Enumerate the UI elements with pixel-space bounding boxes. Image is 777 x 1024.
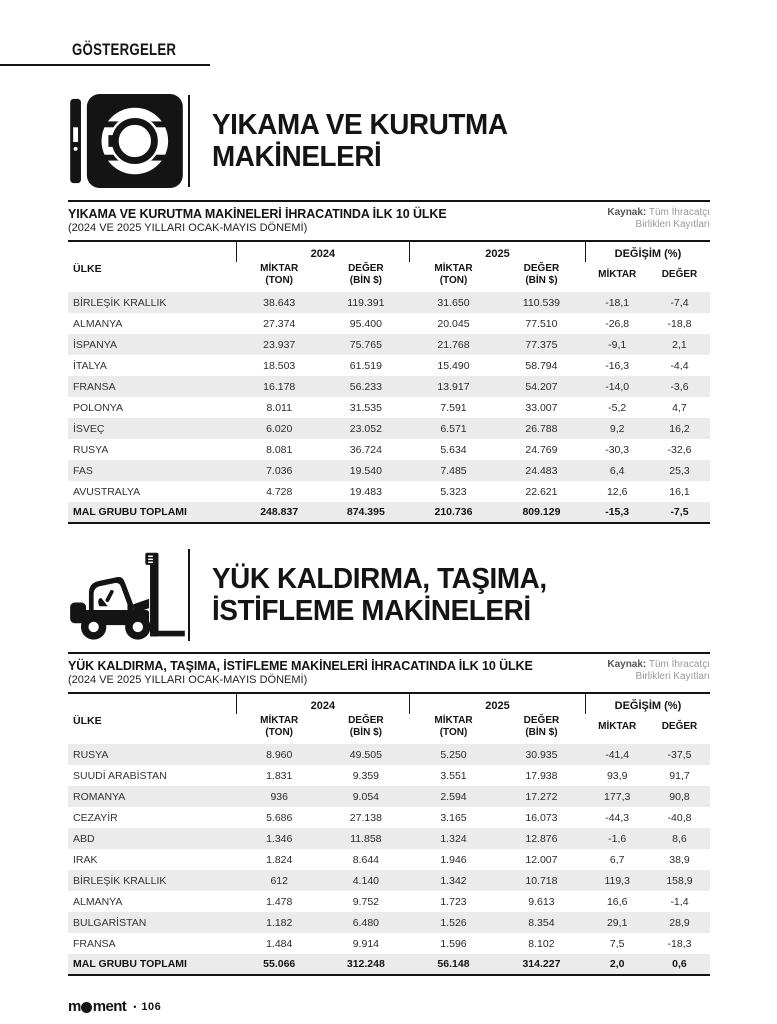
table-row: [68, 870, 710, 891]
value-cell: 8.102: [528, 937, 555, 950]
value-cell: 312.248: [346, 958, 385, 970]
source-label: Kaynak:: [607, 659, 647, 670]
country-cell: İTALYA: [73, 359, 107, 372]
value-cell: 1.182: [266, 916, 293, 929]
value-cell: 13.917: [437, 380, 470, 393]
logo-o-dot-icon: [81, 1002, 92, 1013]
value-cell: 38,9: [669, 853, 690, 866]
washing-machine-icon: [68, 94, 186, 188]
value-cell: 1.946: [440, 853, 467, 866]
table-row: [68, 397, 710, 418]
table-row: [68, 418, 710, 439]
source-note: [607, 207, 710, 231]
value-cell: 22.621: [525, 485, 558, 498]
section-title-divider: [188, 95, 190, 187]
table-row: [68, 460, 710, 481]
value-cell: 1.346: [266, 832, 293, 845]
value-cell: 9.054: [352, 790, 379, 803]
value-cell: -16,3: [605, 359, 630, 372]
value-cell: 12,6: [606, 485, 628, 498]
col-header-change-val: DEĞER: [661, 269, 698, 280]
value-cell: 24.769: [525, 443, 558, 456]
value-cell: 2,1: [672, 338, 687, 351]
section-title-line2: MAKİNELERİ: [212, 141, 382, 173]
value-cell: 6.480: [352, 916, 379, 929]
value-cell: 9.752: [352, 895, 379, 908]
value-cell: -3,6: [670, 380, 689, 393]
value-cell: 119,3: [604, 874, 630, 887]
source-note: [607, 659, 710, 683]
table-row: [68, 292, 710, 313]
table-titles: [68, 207, 447, 234]
value-cell: 58.794: [525, 359, 558, 372]
value-cell: 874.395: [346, 506, 385, 518]
value-cell: 16.178: [263, 380, 296, 393]
value-cell: 16,1: [669, 485, 690, 498]
table-row: [68, 912, 710, 933]
value-cell: 6.020: [266, 422, 293, 435]
value-cell: 248.837: [260, 506, 299, 518]
value-cell: 29,1: [606, 916, 628, 929]
country-cell: CEZAYİR: [73, 811, 118, 824]
table-row: [68, 334, 710, 355]
table-row: [68, 313, 710, 334]
value-cell: -4,4: [670, 359, 689, 372]
value-cell: 5.634: [440, 443, 467, 456]
value-cell: 6,4: [609, 464, 625, 477]
value-cell: 21.768: [437, 338, 470, 351]
table-row: [68, 828, 710, 849]
value-cell: 54.207: [525, 380, 558, 393]
table-row: [68, 765, 710, 786]
value-cell: 177,3: [604, 790, 631, 803]
col-header-year-2025: 2025: [410, 241, 586, 262]
section-title: [212, 563, 547, 627]
table-row: [68, 849, 710, 870]
value-cell: 1.831: [266, 769, 293, 782]
value-cell: 1.484: [266, 937, 293, 950]
value-cell: 158,9: [666, 874, 693, 887]
value-cell: 7.036: [266, 464, 293, 477]
value-cell: -41,4: [605, 748, 630, 761]
page-number: 106: [141, 1000, 162, 1013]
col-header-val-2024: DEĞER (BİN $): [348, 263, 384, 286]
value-cell: 110.539: [522, 296, 561, 309]
value-cell: 0,6: [672, 958, 687, 970]
col-header-val-2024: DEĞER (BİN $): [348, 715, 384, 738]
col-header-year-2024: 2024: [236, 241, 409, 262]
table-subtitle: (2024 VE 2025 YILLARI OCAK-MAYIS DÖNEMİ): [68, 222, 308, 234]
value-cell: 809.129: [522, 506, 561, 518]
value-cell: 23.937: [263, 338, 296, 351]
value-cell: 1.342: [440, 874, 467, 887]
table-title: YIKAMA VE KURUTMA MAKİNELERİ İHRACATINDA İLK 10 ÜLKE: [68, 207, 447, 221]
country-cell: ABD: [73, 832, 95, 845]
value-cell: -18,1: [605, 296, 630, 309]
value-cell: 31.535: [349, 401, 382, 414]
col-header-change-qty: MİKTAR: [598, 721, 637, 732]
country-cell: ALMANYA: [73, 317, 123, 330]
value-cell: 12.007: [525, 853, 558, 866]
table-subtitle: (2024 VE 2025 YILLARI OCAK-MAYIS DÖNEMİ): [68, 674, 308, 686]
table-row: [68, 355, 710, 376]
value-cell: 10.718: [525, 874, 558, 887]
value-cell: 7.591: [440, 401, 467, 414]
country-cell: ROMANYA: [73, 790, 126, 803]
value-cell: 8.960: [266, 748, 293, 761]
table-meta: [68, 654, 710, 692]
value-cell: 19.483: [349, 485, 382, 498]
value-cell: 26.788: [525, 422, 558, 435]
value-cell: 5.686: [266, 811, 293, 824]
country-cell: AVUSTRALYA: [73, 485, 141, 498]
value-cell: 9.359: [352, 769, 379, 782]
value-cell: -18,3: [667, 937, 692, 950]
value-cell: 25,3: [669, 464, 690, 477]
export-table-block-washing: [68, 200, 710, 524]
value-cell: 612: [270, 874, 288, 887]
value-cell: 8.011: [266, 401, 292, 414]
value-cell: 23.052: [349, 422, 382, 435]
table-row: [68, 786, 710, 807]
value-cell: 38.643: [263, 296, 296, 309]
value-cell: -9,1: [608, 338, 627, 351]
value-cell: 24.483: [525, 464, 558, 477]
col-header-qty-2025: MİKTAR (TON): [434, 715, 473, 738]
value-cell: 3.165: [440, 811, 467, 824]
country-cell: IRAK: [73, 853, 98, 866]
value-cell: 314.227: [522, 958, 561, 970]
value-cell: 8.081: [266, 443, 293, 456]
value-cell: 9.914: [352, 937, 379, 950]
value-cell: -7,5: [670, 506, 689, 518]
value-cell: 31.650: [437, 296, 470, 309]
col-header-val-2025: DEĞER (BİN $): [523, 263, 560, 286]
export-table-washing: [68, 240, 710, 524]
table-title: YÜK KALDIRMA, TAŞIMA, İSTİFLEME MAKİNELERİ İHRACATINDA İLK 10 ÜLKE: [68, 659, 533, 673]
country-cell: FRANSA: [73, 380, 116, 393]
value-cell: 77.510: [525, 317, 558, 330]
country-cell: İSVEÇ: [73, 422, 105, 435]
col-header-change-qty: MİKTAR: [598, 269, 637, 280]
value-cell: 4.140: [352, 874, 379, 887]
source-text-line1: Tüm İhracatçı: [648, 207, 710, 218]
value-cell: 28,9: [669, 916, 690, 929]
country-cell: BULGARİSTAN: [73, 916, 147, 929]
value-cell: 18.503: [263, 359, 296, 372]
country-cell: FRANSA: [73, 937, 116, 950]
value-cell: 1.324: [440, 832, 467, 845]
value-cell: 8,6: [672, 832, 687, 845]
table-meta: [68, 202, 710, 240]
value-cell: 8.644: [352, 853, 379, 866]
section-forklift-header: [68, 548, 710, 642]
value-cell: 30.935: [525, 748, 558, 761]
table-row: [68, 439, 710, 460]
country-cell: İSPANYA: [73, 338, 117, 351]
value-cell: 56.148: [437, 958, 470, 970]
value-cell: 1.824: [266, 853, 293, 866]
value-cell: 17.938: [525, 769, 558, 782]
source-text-line1: Tüm İhracatçı: [648, 659, 710, 670]
value-cell: 9.613: [528, 895, 555, 908]
value-cell: -30,3: [605, 443, 630, 456]
value-cell: 27.374: [263, 317, 296, 330]
country-cell: MAL GRUBU TOPLAMI: [73, 958, 187, 970]
value-cell: 4.728: [266, 485, 293, 498]
value-cell: 16,2: [669, 422, 690, 435]
col-header-qty-2024: MİKTAR (TON): [260, 263, 299, 286]
value-cell: 2,0: [609, 958, 625, 970]
moment-logo: m ment: [68, 998, 127, 1015]
value-cell: -15,3: [605, 506, 630, 518]
country-cell: POLONYA: [73, 401, 123, 414]
forklift-icon: [68, 548, 186, 642]
page-footer: [68, 998, 710, 1015]
value-cell: 2.594: [440, 790, 467, 803]
value-cell: 77.375: [525, 338, 558, 351]
kicker-label: GÖSTERGELER: [72, 40, 177, 59]
country-cell: FAS: [73, 464, 93, 477]
value-cell: 9,2: [609, 422, 625, 435]
value-cell: 56.233: [349, 380, 382, 393]
value-cell: 36.724: [349, 443, 382, 456]
col-header-year-2025: 2025: [410, 693, 586, 714]
col-header-year-2024: 2024: [236, 693, 409, 714]
export-table-forklift: [68, 692, 710, 976]
table-row: [68, 481, 710, 502]
col-header-qty-2024: MİKTAR (TON): [260, 715, 299, 738]
value-cell: 6.571: [440, 422, 467, 435]
col-header-change: DEĞİŞİM (%): [585, 241, 710, 262]
value-cell: 12.876: [525, 832, 558, 845]
section-title-line1: YÜK KALDIRMA, TAŞIMA,: [212, 563, 547, 595]
country-cell: ALMANYA: [73, 895, 123, 908]
value-cell: 15.490: [437, 359, 470, 372]
footer-bullet: •: [133, 1001, 137, 1012]
value-cell: 1.723: [440, 895, 467, 908]
value-cell: 1.478: [266, 895, 293, 908]
value-cell: 55.066: [263, 958, 296, 970]
kicker-rule: [0, 40, 210, 66]
value-cell: 210.736: [434, 506, 473, 518]
country-cell: BİRLEŞİK KRALLIK: [73, 296, 167, 309]
value-cell: 4,7: [672, 401, 687, 414]
value-cell: 90,8: [669, 790, 690, 803]
value-cell: 61.519: [349, 359, 382, 372]
value-cell: 5.323: [440, 485, 467, 498]
section-title: [212, 109, 508, 173]
value-cell: 75.765: [349, 338, 382, 351]
value-cell: 19.540: [349, 464, 382, 477]
table-titles: [68, 659, 533, 686]
col-header-country: ÜLKE: [73, 262, 102, 275]
country-cell: BİRLEŞİK KRALLIK: [73, 874, 167, 887]
table-total-row: [68, 954, 710, 975]
table-row: [68, 933, 710, 954]
value-cell: 91,7: [669, 769, 690, 782]
source-label: Kaynak:: [607, 207, 647, 218]
value-cell: -32,6: [667, 443, 692, 456]
col-header-country: ÜLKE: [73, 714, 102, 727]
table-row: [68, 807, 710, 828]
col-header-qty-2025: MİKTAR (TON): [434, 263, 473, 286]
country-cell: SUUDİ ARABİSTAN: [73, 769, 167, 782]
table-row: [68, 744, 710, 765]
value-cell: -44,3: [605, 811, 630, 824]
value-cell: 11.858: [350, 832, 382, 845]
col-header-val-2025: DEĞER (BİN $): [523, 715, 560, 738]
value-cell: 119.391: [347, 296, 385, 309]
value-cell: -1,4: [670, 895, 689, 908]
value-cell: 95.400: [349, 317, 382, 330]
value-cell: 49.505: [349, 748, 382, 761]
section-title-line1: YIKAMA VE KURUTMA: [212, 109, 508, 141]
source-text-line2: Birlikleri Kayıtları: [635, 671, 710, 682]
section-washing-header: [68, 94, 710, 188]
value-cell: 1.526: [440, 916, 467, 929]
country-cell: MAL GRUBU TOPLAMI: [73, 506, 187, 518]
source-text-line2: Birlikleri Kayıtları: [635, 219, 710, 230]
value-cell: 936: [270, 790, 288, 803]
col-header-change: DEĞİŞİM (%): [585, 693, 710, 714]
country-cell: RUSYA: [73, 443, 109, 456]
col-header-change-val: DEĞER: [661, 721, 698, 732]
value-cell: -14,0: [605, 380, 630, 393]
value-cell: 3.551: [440, 769, 467, 782]
value-cell: -37,5: [667, 748, 692, 761]
value-cell: 33.007: [525, 401, 558, 414]
section-title-line2: İSTİFLEME MAKİNELERİ: [212, 595, 531, 627]
value-cell: 27.138: [349, 811, 382, 824]
table-row: [68, 376, 710, 397]
value-cell: 93,9: [606, 769, 628, 782]
table-row: [68, 891, 710, 912]
value-cell: 7,5: [609, 937, 625, 950]
country-cell: RUSYA: [73, 748, 109, 761]
section-title-divider: [188, 549, 190, 641]
value-cell: -26,8: [605, 317, 630, 330]
value-cell: 8.354: [528, 916, 555, 929]
value-cell: 6,7: [609, 853, 625, 866]
value-cell: 20.045: [437, 317, 470, 330]
export-table-block-forklift: [68, 652, 710, 976]
value-cell: -18,8: [667, 317, 692, 330]
value-cell: -7,4: [670, 296, 689, 309]
value-cell: 16.073: [525, 811, 558, 824]
table-total-row: [68, 502, 710, 523]
value-cell: 7.485: [440, 464, 467, 477]
value-cell: 17.272: [525, 790, 558, 803]
value-cell: -40,8: [667, 811, 692, 824]
value-cell: 5.250: [440, 748, 467, 761]
value-cell: -5,2: [608, 401, 627, 414]
value-cell: 16,6: [606, 895, 628, 908]
value-cell: 1.596: [440, 937, 467, 950]
value-cell: -1,6: [608, 832, 627, 845]
